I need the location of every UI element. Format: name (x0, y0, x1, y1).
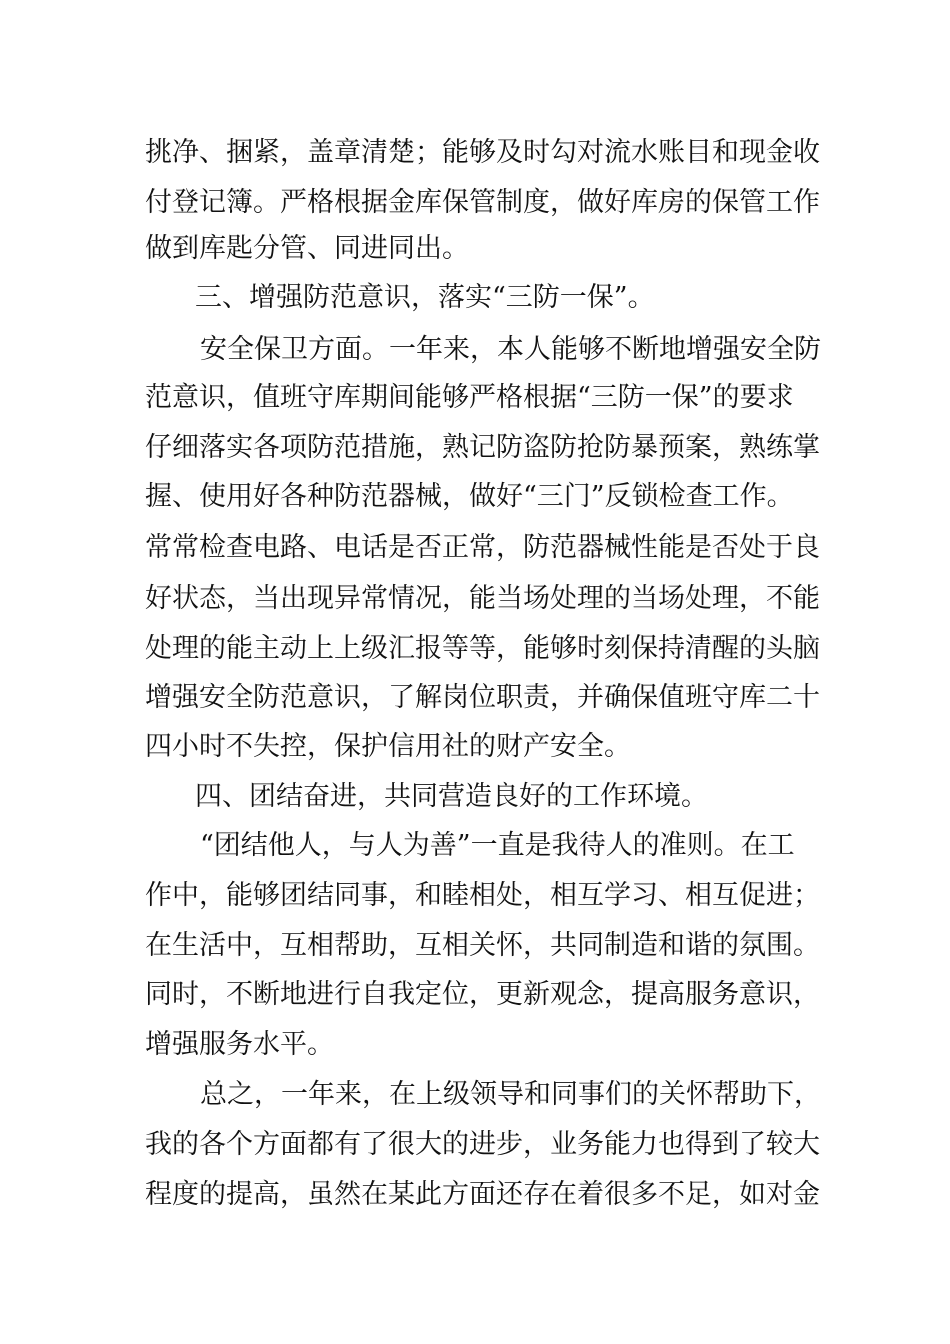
text-line: 在生活中，互相帮助，互相关怀，共同制造和谐的氛围。 (145, 930, 820, 961)
text-line: 程度的提高，虽然在某此方面还存在着很多不足，如对金 (145, 1179, 820, 1210)
text-line: “团结他人，与人为善”一直是我待人的准则。在工 (200, 830, 795, 861)
section-heading: 四、团结奋进，共同营造良好的工作环境。 (195, 781, 708, 812)
text-line: 做到库匙分管、同进同出。 (145, 233, 469, 264)
text-line: 四小时不失控，保护信用社的财产安全。 (145, 731, 631, 762)
text-line: 处理的能主动上上级汇报等等，能够时刻保持清醒的头脑 (145, 633, 820, 664)
text-line: 增强服务水平。 (145, 1029, 334, 1060)
text-line: 范意识，值班守库期间能够严格根据“三防一保”的要求 (145, 382, 794, 413)
text-line: 安全保卫方面。一年来，本人能够不断地增强安全防 (200, 334, 821, 365)
text-line: 我的各个方面都有了很大的进步，业务能力也得到了较大 (145, 1129, 820, 1160)
text-line: 增强安全防范意识，了解岗位职责，并确保值班守库二十 (145, 682, 820, 713)
section-heading: 三、增强防范意识，落实“三防一保”。 (195, 282, 655, 313)
text-line: 作中，能够团结同事，和睦相处，相互学习、相互促进； (145, 880, 820, 911)
text-line: 同时，不断地进行自我定位，更新观念，提高服务意识， (145, 979, 820, 1010)
text-line: 总之，一年来，在上级领导和同事们的关怀帮助下， (200, 1079, 821, 1110)
text-line: 付登记簿。严格根据金库保管制度，做好库房的保管工作 (145, 187, 820, 218)
text-line: 握、使用好各种防范器械，做好“三门”反锁检查工作。 (145, 481, 794, 512)
text-line: 仔细落实各项防范措施，熟记防盗防抢防暴预案，熟练掌 (145, 432, 820, 463)
text-line: 常常检查电路、电话是否正常，防范器械性能是否处于良 (145, 532, 820, 563)
text-line: 挑净、捆紧，盖章清楚；能够及时勾对流水账目和现金收 (145, 137, 820, 168)
text-line: 好状态，当出现异常情况，能当场处理的当场处理，不能 (145, 583, 820, 614)
